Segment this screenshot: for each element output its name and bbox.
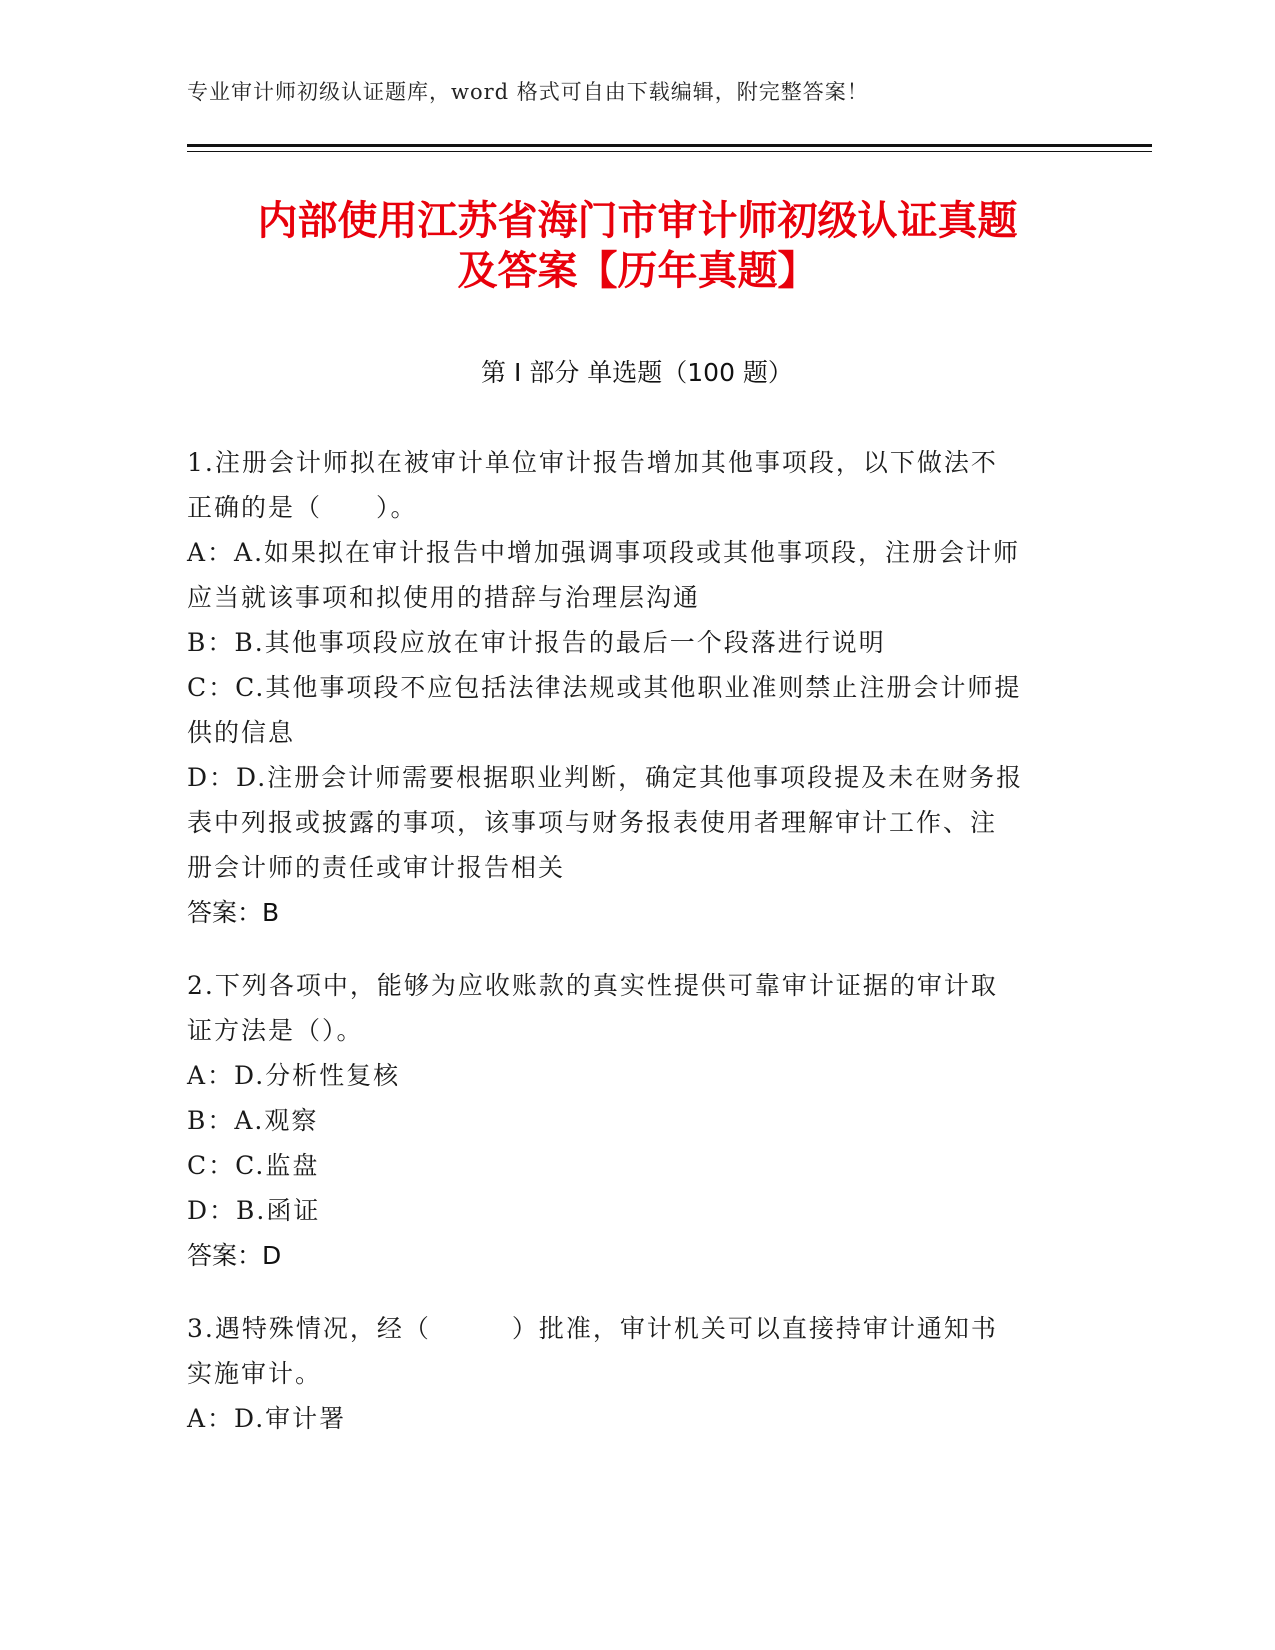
header-divider-thick <box>187 144 1152 147</box>
answer-option <box>187 620 1087 665</box>
question-stem-line: 2.下列各项中，能够为应收账款的真实性提供可靠审计证据的审计取 <box>187 971 998 1000</box>
answer-option-line: C：C.其他事项段不应包括法律法规或其他职业准则禁止注册会计师提 <box>187 673 1022 702</box>
header-note: 专业审计师初级认证题库，word 格式可自由下载编辑，附完整答案！ <box>187 80 869 104</box>
answer-option <box>187 530 1087 620</box>
question-stem-line: 3.遇特殊情况，经（ ）批准，审计机关可以直接持审计通知书 <box>187 1314 998 1343</box>
answer-option <box>187 1396 1087 1441</box>
question-block <box>187 963 1087 1278</box>
answer-option <box>187 1053 1087 1098</box>
document-title <box>150 196 1125 296</box>
question-stem-line: 正确的是（ ）。 <box>187 493 418 522</box>
section-heading: 第 I 部分 单选题（100 题） <box>481 358 793 387</box>
answer-option-line: B：B.其他事项段应放在审计报告的最后一个段落进行说明 <box>187 628 886 657</box>
answer-option-line: 表中列报或披露的事项，该事项与财务报表使用者理解审计工作、注 <box>187 808 998 837</box>
answer-option <box>187 1188 1087 1233</box>
question-stem-line: 1.注册会计师拟在被审计单位审计报告增加其他事项段，以下做法不 <box>187 448 998 477</box>
answer-option <box>187 665 1087 755</box>
answer-option-line: B：A.观察 <box>187 1106 319 1135</box>
header-divider-thin <box>187 151 1152 152</box>
answer-option <box>187 1143 1087 1188</box>
answer-option-line: A：D.分析性复核 <box>187 1061 401 1090</box>
question-stem-line: 证方法是（）。 <box>187 1016 364 1045</box>
question-stem-line: 实施审计。 <box>187 1359 323 1388</box>
correct-answer: 答案：B <box>187 898 280 927</box>
document-title-line-2: 及答案【历年真题】 <box>457 248 818 294</box>
answer-option-line: D：D.注册会计师需要根据职业判断，确定其他事项段提及未在财务报 <box>187 763 1024 792</box>
question-block <box>187 1306 1087 1441</box>
answer-option-line: D：B.函证 <box>187 1196 321 1225</box>
answer-option <box>187 755 1087 890</box>
question-list <box>187 440 1087 1469</box>
answer-option-line: A：A.如果拟在审计报告中增加强调事项段或其他事项段，注册会计师 <box>187 538 1021 567</box>
answer-option-line: A：D.审计署 <box>187 1404 347 1433</box>
answer-option <box>187 1098 1087 1143</box>
answer-option-line: 应当就该事项和拟使用的措辞与治理层沟通 <box>187 583 701 612</box>
answer-option-line: C：C.监盘 <box>187 1151 320 1180</box>
answer-option-line: 供的信息 <box>187 718 296 747</box>
question-block <box>187 440 1087 935</box>
document-title-line-1: 内部使用江苏省海门市审计师初级认证真题 <box>257 198 1018 244</box>
answer-option-line: 册会计师的责任或审计报告相关 <box>187 853 566 882</box>
correct-answer: 答案：D <box>187 1241 282 1270</box>
